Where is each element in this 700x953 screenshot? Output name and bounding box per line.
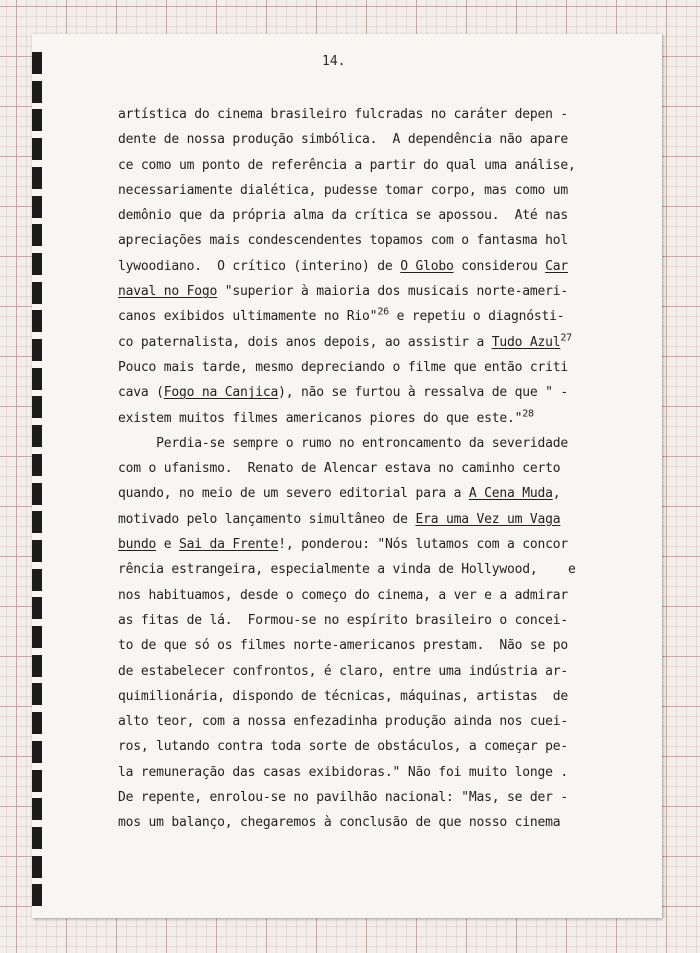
text-segment: quando, no meio de um severo editorial para a [118,486,469,502]
binder-hole [32,827,42,849]
text-line [118,228,628,253]
underlined-title: Fogo na Canjica [163,385,279,401]
underlined-title: O Globo [400,258,454,274]
text-segment: co paternalista, dois anos depois, ao assistir a [118,334,492,350]
binder-hole [32,741,42,763]
text-segment: as fitas de lá. Formou-se no espírito brasileiro o concei- [118,612,568,628]
text-line [118,431,628,456]
binder-hole [32,540,42,562]
binder-hole [32,196,42,218]
underlined-title: Era uma Vez um Vaga [415,511,561,527]
text-line [118,102,628,127]
text-line [118,178,628,203]
text-line [118,254,628,279]
text-segment: rência estrangeira, especialmente a vinda de Hollywood, e [118,562,576,578]
text-line [118,633,628,658]
text-line [118,734,628,759]
text-segment: considerou [453,258,546,274]
binder-hole [32,52,42,74]
text-segment: "superior à maioria dos musicais norte-ameri- [217,284,568,300]
text-segment: e [156,537,180,553]
underlined-title: naval no Fogo [118,284,218,300]
text-segment: com o ufanismo. Renato de Alencar estava no caminho certo [118,461,561,477]
text-segment: alto teor, com a nossa enfezadinha produção ainda nos cuei- [118,714,568,730]
binder-hole [32,396,42,418]
text-line [118,760,628,785]
text-segment: de estabelecer confrontos, é claro, entre uma indústria ar- [118,663,568,679]
binder-hole [32,167,42,189]
text-line [118,785,628,810]
binder-hole [32,282,42,304]
text-segment: nos habituamos, desde o começo do cinema, a ver e a admirar [118,587,568,603]
text-segment: De repente, enrolou-se no pavilhão nacional: "Mas, se der - [118,790,568,806]
text-line [118,810,628,835]
text-line [118,330,628,355]
text-segment: ros, lutando contra toda sorte de obstáculos, a começar pe- [118,739,568,755]
text-segment: existem muitos filmes americanos piores do que este." [118,410,523,426]
binder-hole [32,770,42,792]
text-line [118,304,628,329]
binder-hole [32,310,42,332]
text-line [118,279,628,304]
binder-hole [32,798,42,820]
underlined-title: A Cena Muda [468,486,553,502]
text-segment: la remuneração das casas exibidoras." Não foi muito longe . [118,764,568,780]
text-segment: quimilionária, dispondo de técnicas, máquinas, artistas de [118,688,568,704]
binder-hole [32,569,42,591]
text-segment: !, ponderou: "Nós lutamos com a concor [278,537,569,553]
binder-hole [32,712,42,734]
binder-hole [32,253,42,275]
underlined-title: Tudo Azul [491,334,561,350]
binder-holes [32,34,46,918]
text-line [118,507,628,532]
binder-hole [32,224,42,246]
text-segment: canos exibidos ultimamente no Rio" [118,309,378,325]
underlined-title: bundo [118,537,157,553]
binder-hole [32,683,42,705]
text-line [118,203,628,228]
binder-hole [32,597,42,619]
binder-hole [32,368,42,390]
binder-hole [32,109,42,131]
text-line [118,481,628,506]
text-line [118,532,628,557]
text-line [118,608,628,633]
footnote-ref: 28 [522,408,534,420]
text-line [118,153,628,178]
text-line [118,557,628,582]
underlined-title: Car [545,258,568,274]
text-segment: , [552,486,561,502]
text-segment: demônio que da própria alma da crítica se apossou. Até nas [118,208,568,224]
binder-hole [32,626,42,648]
page-body-text [118,102,628,836]
binder-hole [32,81,42,103]
binder-hole [32,884,42,906]
text-line [118,456,628,481]
text-line [118,380,628,405]
text-segment: artística do cinema brasileiro fulcradas no caráter depen - [118,107,568,122]
text-line [118,709,628,734]
text-segment: ce como um ponto de referência a partir do qual uma análise, [118,157,576,173]
binder-hole [32,425,42,447]
text-line [118,583,628,608]
page-number: 14. [322,54,346,69]
text-segment: e repetiu o diagnósti- [388,309,565,325]
text-line [118,684,628,709]
binder-hole [32,655,42,677]
text-line [118,355,628,380]
text-segment: necessariamente dialética, pudesse tomar corpo, mas como um [118,182,568,198]
text-segment: dente de nossa produção simbólica. A dependência não apare [118,132,568,148]
text-segment: to de que só os filmes norte-americanos prestam. Não se po [118,638,568,654]
binder-hole [32,138,42,160]
text-segment: cava ( [118,385,164,401]
binder-hole [32,454,42,476]
binder-hole [32,511,42,533]
text-line [118,406,628,431]
binder-hole [32,483,42,505]
footnote-ref: 26 [377,307,389,319]
text-line [118,127,628,152]
typewritten-page [32,34,662,918]
text-segment: Perdia-se sempre o rumo no entroncamento da severidade [118,435,568,451]
text-segment: motivado pelo lançamento simultâneo de [118,511,416,527]
text-segment: ), não se furtou à ressalva de que " - [278,385,568,401]
footnote-ref: 27 [560,332,573,344]
text-segment: mos um balanço, chegaremos à conclusão de que nosso cinema [118,815,561,831]
binder-hole [32,339,42,361]
text-segment: apreciações mais condescendentes topamos com o fantasma hol [118,233,568,249]
binder-hole [32,856,42,878]
underlined-title: Sai da Frente [179,537,279,553]
text-segment: Pouco mais tarde, mesmo depreciando o filme que então criti [118,359,568,375]
text-segment: lywoodiano. O crítico (interino) de [118,258,401,274]
text-line [118,659,628,684]
